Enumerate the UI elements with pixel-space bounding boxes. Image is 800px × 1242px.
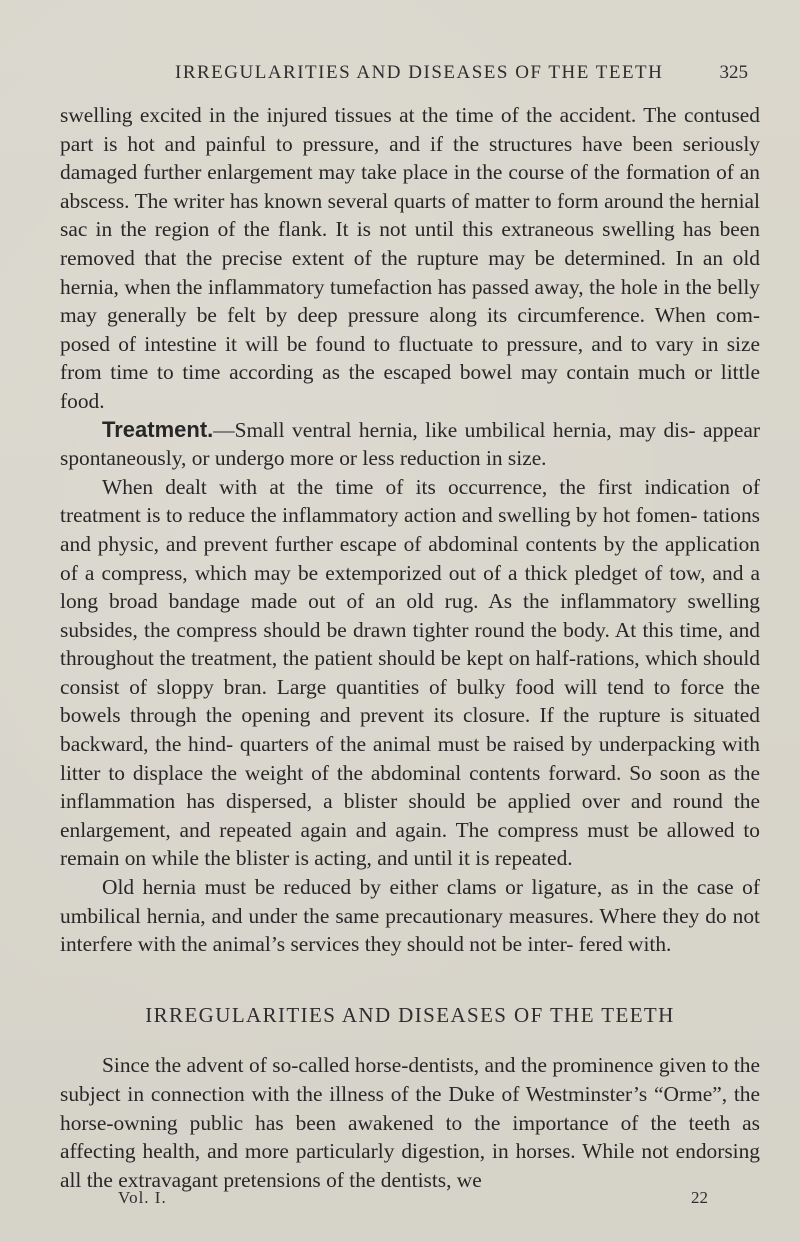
paragraph-old-hernia: Old hernia must be reduced by either clams or ligature, as in the case of umbilical hernia, and under the same precautionary measures. Where they do not interfere with the animal’s services they should not be inter- fered with. (60, 875, 760, 957)
page-body (60, 101, 760, 1194)
running-head: IRREGULARITIES AND DISEASES OF THE TEETH (175, 62, 664, 83)
paragraph-teeth-intro: Since the advent of so-called horse-dentists, and the prominence given to the subject in connection with the illness of the Duke of Westminster’s “Orme”, the horse-owning public has been awakened to the importance of the teeth as affecting health, and more particularly digestion, in horses. While not endorsing all the extravagant pretensions of the dentists, we (60, 1053, 760, 1192)
paragraph-treatment-text: —Small ventral hernia, like umbilical hernia, may dis- appear spontaneously, or undergo more or less reduction in size. (60, 417, 760, 471)
signature-mark: 22 (691, 1188, 708, 1207)
section-heading: IRREGULARITIES AND DISEASES OF THE TEETH (145, 1002, 675, 1027)
paragraph-continuation: swelling excited in the injured tissues at the time of the accident. The contused part is hot and painful to pressure, and if the structures have been seriously damaged further enlargement may take place in the course of the formation of an abscess. The writer has known several quarts of matter to form around the hernial sac in the region of the flank. It is not until this extraneous swelling has been removed that the precise extent of the rupture may be determined. In an old hernia, when the inflammatory tumefaction has passed away, the hole in the belly may generally be felt by deep pressure along its circumference. When com- posed of intestine it will be found to fluctuate to pressure, and to vary in size from time to time according as the escaped bowel may contain much or little food. (60, 103, 760, 413)
page-number: 325 (719, 62, 748, 83)
paragraph-treatment (60, 416, 760, 473)
paragraph-when-dealt: When dealt with at the time of its occurrence, the first indication of treatment is to reduce the inflammatory action and swelling by hot fomen- tations and physic, and prevent further escape of abdominal contents by the application of a compress, which may be extemporized out of a thick pledget of tow, and a long broad bandage made out of an old rug. As the inflammatory swelling subsides, the compress should be drawn tighter round the body. At this time, and throughout the treatment, the patient should be kept on half-rations, which should consist of sloppy bran. Large quantities of bulky food will tend to force the bowels through the opening and prevent its closure. If the rupture is situated backward, the hind- quarters of the animal must be raised by underpacking with litter to displace the weight of the abdominal contents forward. So soon as the inflammation has dispersed, a blister should be applied over and round the enlargement, and repeated again and again. The compress must be allowed to remain on while the blister is acting, and until it is repeated. (60, 474, 760, 871)
volume-label: Vol. I. (118, 1188, 167, 1207)
run-in-heading: Treatment. (102, 416, 214, 442)
